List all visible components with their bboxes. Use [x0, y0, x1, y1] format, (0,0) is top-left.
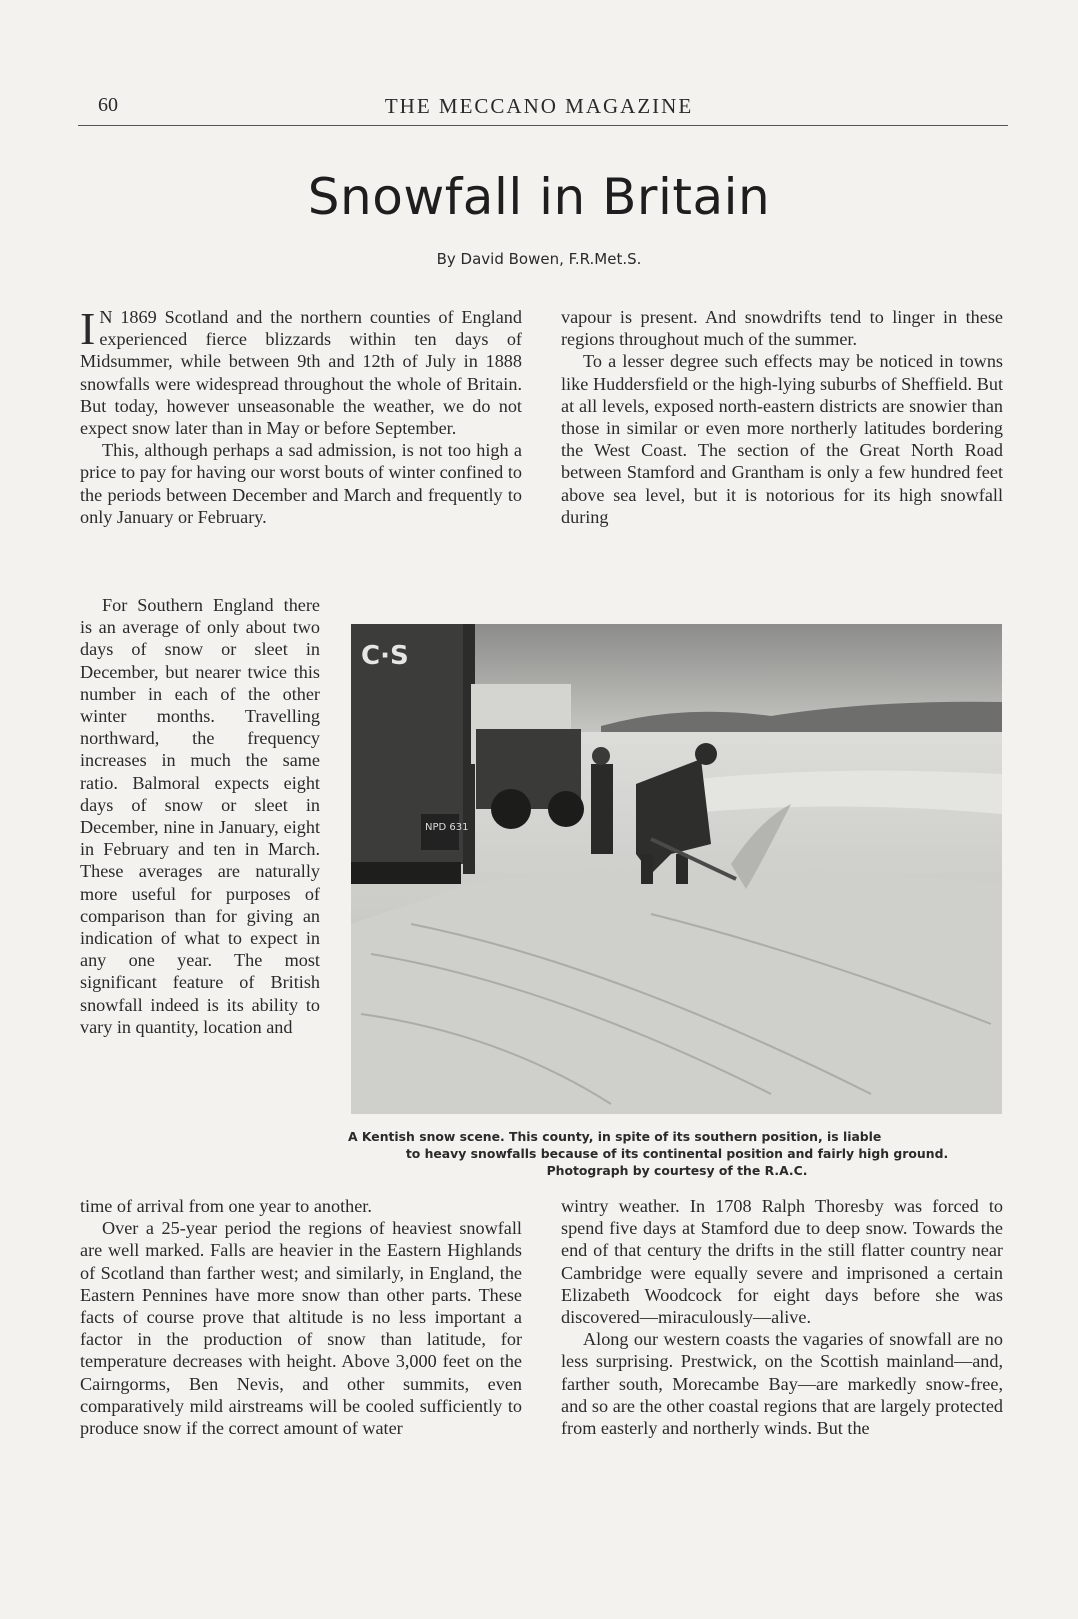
paragraph: wintry weather. In 1708 Ralph Thoresby was forced to spend five days at Stamford due to deep snow. Towards the end of that century the drifts in the still flatter country near Cambridge were equally severe and imprisoned a certain Elizabeth Woodcock for eight days before she was discovered—miraculously—alive.: [561, 1196, 1003, 1328]
caption-credit: Photograph by courtesy of the R.A.C.: [546, 1163, 808, 1178]
column-1-top: [80, 303, 522, 528]
number-plate: NPD 631: [425, 822, 469, 833]
paragraph: time of arrival from one year to another.: [80, 1196, 372, 1216]
paragraph: Along our western coasts the vagaries of snowfall are no less surprising. Prestwick, on the Scottish mainland—and, farther south, Morecambe Bay—are markedly snow-free, and so are the other coastal regions that are largely protected from easterly and northerly winds. But the: [561, 1329, 1003, 1439]
paragraph: vapour is present. And snowdrifts tend to linger in these regions throughout much of the summer.: [561, 307, 1003, 350]
column-1-narrow: [80, 594, 320, 1038]
header-rule: [78, 125, 1008, 126]
lorry-sign: C·S: [361, 641, 409, 671]
article-title: Snowfall in Britain: [307, 168, 771, 226]
paragraph: This, although perhaps a sad admission, is not too high a price to pay for having our worst bouts of winter confined to the periods between December and March and frequently to only January or February.: [80, 440, 522, 527]
drop-cap: I: [80, 303, 96, 354]
caption-line: A Kentish snow scene. This county, in spite of its southern position, is liable: [348, 1129, 882, 1144]
photo-caption: [348, 1128, 1006, 1179]
column-1-bottom: [80, 1195, 522, 1439]
paragraph: [80, 303, 522, 439]
lorry: [351, 624, 475, 884]
paragraph-text: N 1869 Scotland and the northern counties of England experienced fierce blizzards within ten days of Midsummer, while between 9th and 12th of July in 1888 snowfalls were widespread throughout the whole of Britain. But today, however unseasonable the weather, we do not expect snow later than in May or before September.: [80, 307, 522, 439]
paragraph: For Southern England there is an average of only about two days of snow or sleet in December, but nearer twice this number in each of the other winter months. Travelling northward, the frequency increases in much the same ratio. Balmoral expects eight days of snow or sleet in December, nine in January, eight in February and ten in March. These averages are naturally more useful for purposes of comparison than for giving an indication of what to expect in any one year. The most significant feature of British snowfall indeed is its ability to vary in quantity, location and: [80, 595, 320, 1037]
page-number: 60: [98, 94, 118, 116]
paragraph: To a lesser degree such effects may be noticed in towns like Huddersfield or the high-lying suburbs of Sheffield. But at all levels, exposed north-eastern districts are snowier than those in similar or even more northerly latitudes bordering the West Coast. The section of the Great North Road between Stamford and Grantham is only a few hundred feet above sea level, but it is notorious for its high snowfall during: [561, 351, 1003, 527]
paragraph: Over a 25-year period the regions of heaviest snowfall are well marked. Falls are heavier in the Eastern Highlands of Scotland than farther west; and similarly, in England, the Eastern Pennines have more snow than other parts. These facts of course prove that altitude is no less important a factor in the production of snow than latitude, for temperature decreases with height. Above 3,000 feet on the Cairngorms, Ben Nevis, and other summits, even comparatively mild airstreams will be cooled sufficiently to produce snow if the correct amount of water: [80, 1218, 522, 1439]
snow-scene-photo: [351, 624, 1002, 1114]
column-2-top: [561, 306, 1003, 528]
byline: By David Bowen, F.R.Met.S.: [436, 250, 642, 268]
running-head: THE MECCANO MAGAZINE: [384, 94, 694, 118]
snowbound-truck: [471, 684, 584, 829]
column-2-bottom: [561, 1195, 1003, 1439]
caption-line: to heavy snowfalls because of its continental position and fairly high ground.: [405, 1146, 949, 1161]
